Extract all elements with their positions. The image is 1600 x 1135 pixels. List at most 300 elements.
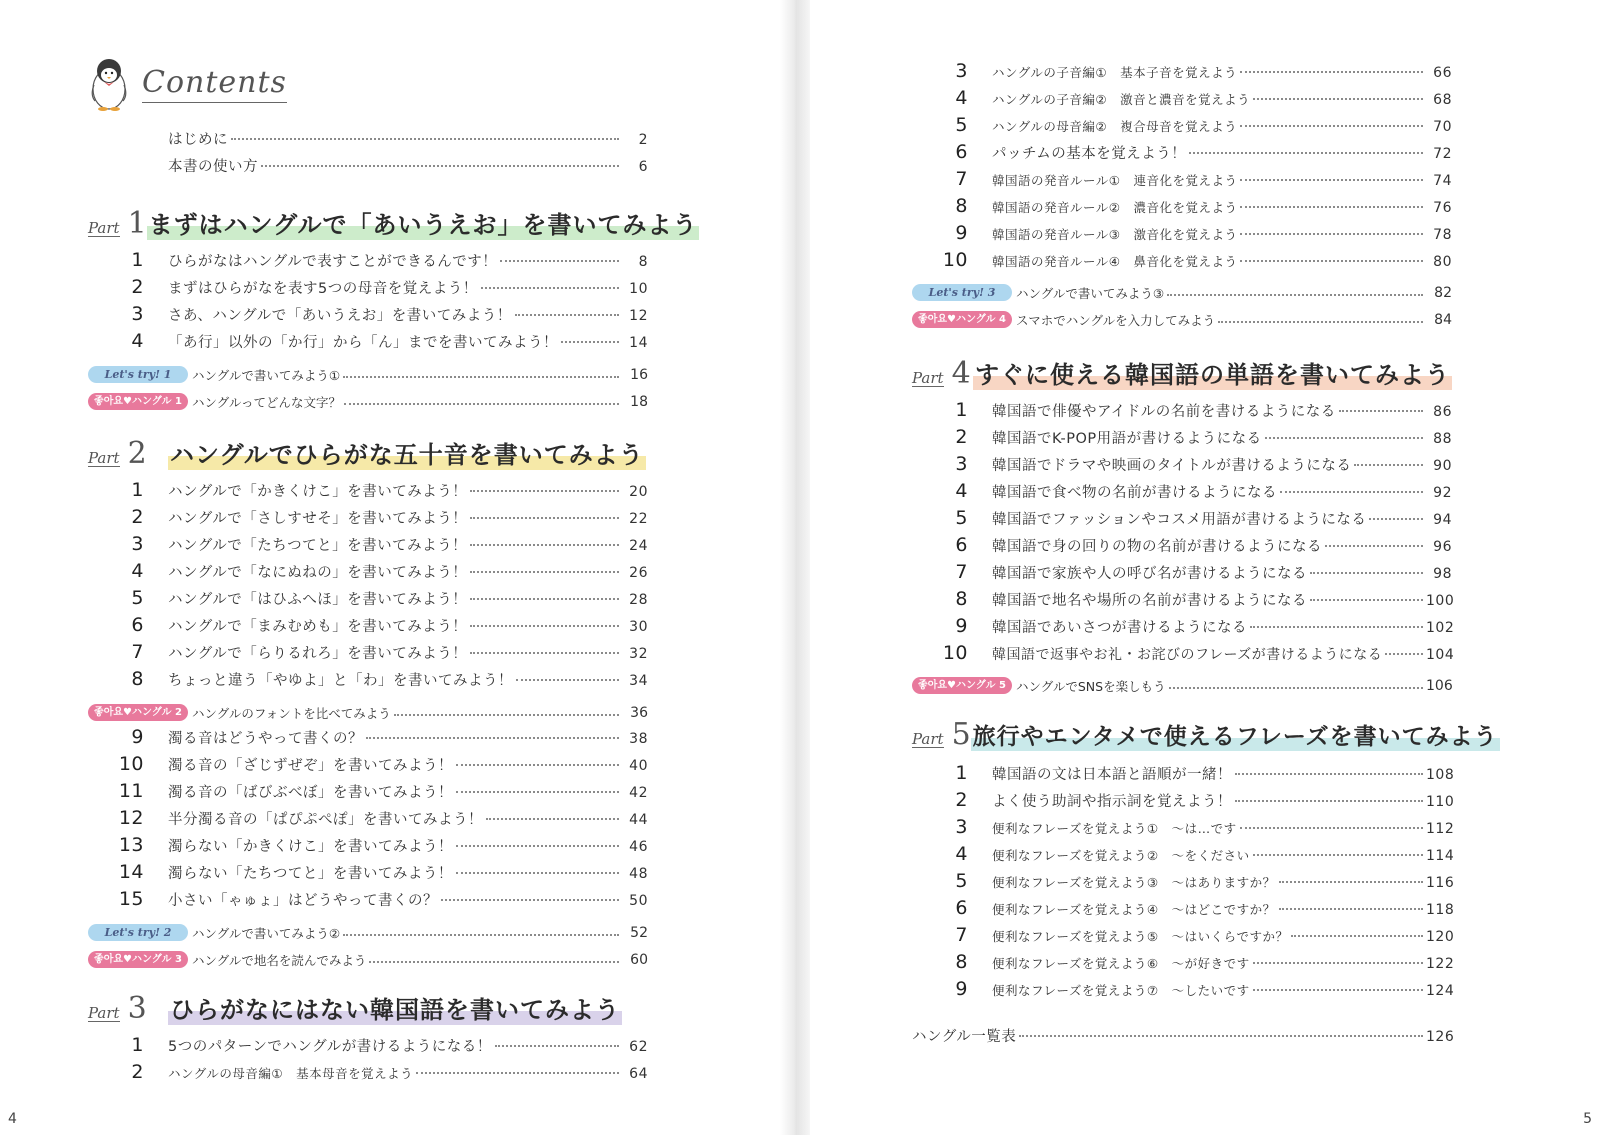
- toc-entry[interactable]: [88, 587, 648, 614]
- toc-entry[interactable]: [88, 249, 648, 276]
- entry-number: 9: [955, 978, 968, 1000]
- lets-try-badge: Let's try! 3: [912, 284, 1012, 301]
- entry-text: 便利なフレーズを覚えよう⑦ ～したいです: [992, 983, 1250, 998]
- entry-text: 韓国語であいさつが書けるようになる: [992, 620, 1247, 636]
- part-2-heading: [88, 435, 648, 479]
- entry-text: スマホでハングルを入力してみよう: [1016, 312, 1216, 328]
- leader-dots: [366, 737, 619, 739]
- penguin-icon: [88, 55, 130, 113]
- entry-number: 8: [131, 668, 144, 690]
- entry-page: 38: [629, 731, 648, 747]
- toc-extra-entry[interactable]: [88, 388, 648, 415]
- leader-dots: [516, 679, 619, 681]
- leader-dots: [1291, 935, 1423, 937]
- toc-entry[interactable]: [88, 128, 648, 155]
- toc-entry[interactable]: [88, 641, 648, 668]
- entry-page: 46: [629, 839, 648, 855]
- entry-page: 12: [629, 308, 648, 324]
- toc-entry[interactable]: [912, 1025, 1455, 1052]
- toc-entry[interactable]: [88, 753, 648, 780]
- toc-entry[interactable]: [88, 1061, 648, 1088]
- entry-page: 70: [1433, 119, 1452, 135]
- entry-text: ハングルの子音編① 基本子音を覚えよう: [992, 65, 1238, 80]
- toc-extra-entry[interactable]: [912, 672, 1452, 699]
- entry-text: ハングルでSNSを楽しもう: [1016, 678, 1166, 694]
- part-number: 1: [127, 206, 147, 241]
- leader-dots: [343, 376, 619, 378]
- toc-extra-entry[interactable]: [912, 279, 1452, 306]
- entry-text: 韓国語の発音ルール① 連音化を覚えよう: [992, 173, 1238, 188]
- entry-text: パッチムの基本を覚えよう！: [992, 146, 1187, 162]
- part-3-section: [88, 990, 648, 1088]
- entry-page: 60: [630, 951, 648, 968]
- entry-number: 7: [955, 924, 968, 946]
- toc-entry[interactable]: [88, 155, 648, 182]
- entry-page: 112: [1426, 821, 1455, 837]
- toc-entry[interactable]: [88, 276, 648, 303]
- entry-page: 20: [629, 484, 648, 500]
- entry-page: 120: [1426, 929, 1455, 945]
- entry-page: 10: [629, 281, 648, 297]
- leader-dots: [1235, 800, 1423, 802]
- part-label: Part: [88, 219, 120, 237]
- entry-page: 28: [629, 592, 648, 608]
- part-4-section: [912, 355, 1455, 699]
- entry-number: 4: [955, 87, 968, 109]
- entry-page: 90: [1433, 458, 1452, 474]
- part-label: Part: [88, 1004, 120, 1022]
- part-5-title: 旅行やエンタメで使えるフレーズを書いてみよう: [971, 718, 1500, 751]
- part-3-title: ひらがなにはない韓国語を書いてみよう: [168, 990, 622, 1025]
- part-4-title: すぐに使える韓国語の単語を書いてみよう: [973, 355, 1452, 390]
- toc-entry[interactable]: [88, 807, 648, 834]
- entry-text: 濁る音の「ざじずぜぞ」を書いてみよう！: [168, 758, 453, 774]
- entry-text: 韓国語でK-POP用語が書けるようになる: [992, 431, 1262, 447]
- leader-dots: [441, 899, 619, 901]
- leader-dots: [456, 791, 619, 793]
- entry-page: 68: [1433, 92, 1452, 108]
- toc-entry[interactable]: [88, 533, 648, 560]
- toc-entry[interactable]: [88, 560, 648, 587]
- entry-page: 26: [629, 565, 648, 581]
- entry-text: ハングルで書いてみよう③: [1016, 285, 1165, 301]
- leader-dots: [1253, 98, 1423, 100]
- entry-text: ハングルの子音編② 激音と濃音を覚えよう: [992, 92, 1251, 107]
- entry-page: 6: [638, 159, 648, 175]
- entry-page: 62: [629, 1039, 648, 1055]
- entry-text: 便利なフレーズを覚えよう③ ～はありますか？: [992, 875, 1276, 890]
- entry-page: 116: [1426, 875, 1455, 891]
- page-number-left: 4: [8, 1111, 17, 1127]
- leader-dots: [1325, 545, 1423, 547]
- leader-dots: [1369, 518, 1423, 520]
- leader-dots: [470, 652, 619, 654]
- entry-page: 48: [629, 866, 648, 882]
- entry-text: 韓国語でファッションやコスメ用語が書けるようになる: [992, 512, 1367, 528]
- toc-entry[interactable]: [912, 843, 1455, 870]
- leader-dots: [500, 260, 619, 262]
- entry-text: ハングルってどんな文字？: [192, 394, 342, 410]
- entry-number: 14: [118, 861, 144, 883]
- toc-entry[interactable]: [912, 642, 1455, 669]
- entry-text: 韓国語の発音ルール④ 鼻音化を覚えよう: [992, 254, 1238, 269]
- entry-page: 72: [1433, 146, 1452, 162]
- entry-page: 42: [629, 785, 648, 801]
- entry-number: 7: [955, 168, 968, 190]
- entry-number: 7: [955, 561, 968, 583]
- toc-entry[interactable]: [912, 762, 1455, 789]
- entry-page: 50: [629, 893, 648, 909]
- entry-text: 便利なフレーズを覚えよう② ～をください: [992, 848, 1250, 863]
- leader-dots: [1253, 989, 1423, 991]
- entry-text: 韓国語の発音ルール③ 激音化を覚えよう: [992, 227, 1238, 242]
- toc-entry[interactable]: [912, 870, 1455, 897]
- part-label: Part: [912, 369, 944, 387]
- column-badge: 좋아요♥ハングル 1: [88, 393, 188, 410]
- entry-number: 13: [118, 834, 144, 856]
- leader-dots: [1265, 437, 1423, 439]
- toc-entry[interactable]: [912, 426, 1452, 453]
- part-1-section: [88, 205, 698, 415]
- leader-dots: [344, 403, 619, 405]
- entry-text: 韓国語で家族や人の呼び名が書けるようになる: [992, 566, 1307, 582]
- entry-text: ハングルで地名を読んでみよう: [192, 952, 367, 968]
- toc-entry[interactable]: [88, 479, 648, 506]
- toc-entry[interactable]: [88, 330, 648, 357]
- part-number: 5: [951, 717, 971, 752]
- entry-number: 4: [131, 560, 144, 582]
- toc-entry[interactable]: [912, 507, 1452, 534]
- leader-dots: [470, 571, 619, 573]
- leader-dots: [1354, 464, 1423, 466]
- entry-page: 84: [1434, 311, 1452, 328]
- toc-entry[interactable]: [88, 888, 648, 915]
- entry-number: 5: [131, 587, 144, 609]
- entry-page: 32: [629, 646, 648, 662]
- entry-number: 10: [942, 642, 968, 664]
- entry-number: 9: [955, 615, 968, 637]
- leader-dots: [261, 165, 619, 167]
- toc-entry[interactable]: [88, 1034, 648, 1061]
- entry-page: 36: [630, 704, 648, 721]
- entry-number: 4: [955, 480, 968, 502]
- leader-dots: [369, 961, 619, 963]
- toc-entry[interactable]: [912, 399, 1452, 426]
- entry-page: 106: [1426, 677, 1453, 694]
- leader-dots: [486, 818, 619, 820]
- toc-entry[interactable]: [912, 924, 1455, 951]
- leader-dots: [231, 138, 619, 140]
- leader-dots: [1240, 179, 1423, 181]
- entry-text: まずはひらがなを表す5つの母音を覚えよう！: [168, 281, 478, 297]
- entry-page: 2: [638, 132, 648, 148]
- column-badge: 좋아요♥ハングル 3: [88, 951, 188, 968]
- toc-entry[interactable]: [912, 453, 1452, 480]
- leader-dots: [470, 544, 619, 546]
- part-label: Part: [88, 449, 120, 467]
- toc-entry[interactable]: [912, 480, 1452, 507]
- toc-entry[interactable]: [912, 588, 1455, 615]
- entry-number: 5: [955, 114, 968, 136]
- entry-number: 5: [955, 870, 968, 892]
- entry-text: ハングル一覧表: [912, 1029, 1017, 1045]
- entry-text: 濁らない「かきくけこ」を書いてみよう！: [168, 839, 453, 855]
- part-number: 2: [127, 436, 147, 471]
- entry-page: 100: [1426, 593, 1455, 609]
- entry-text: ハングルの母音編② 複合母音を覚えよう: [992, 119, 1238, 134]
- toc-extra-entry[interactable]: [88, 361, 648, 388]
- entry-text: 韓国語で食べ物の名前が書けるようになる: [992, 485, 1277, 501]
- entry-number: 3: [955, 816, 968, 838]
- part-5-heading: [912, 717, 1498, 762]
- leader-dots: [1240, 233, 1423, 235]
- entry-page: 52: [630, 924, 648, 941]
- leader-dots: [1240, 206, 1423, 208]
- entry-number: 8: [955, 951, 968, 973]
- entry-text: はじめに: [168, 132, 228, 148]
- entry-page: 40: [629, 758, 648, 774]
- leader-dots: [1240, 71, 1423, 73]
- entry-text: 韓国語で返事やお礼・お詫びのフレーズが書けるようになる: [992, 647, 1383, 663]
- leader-dots: [1279, 881, 1423, 883]
- leader-dots: [456, 764, 619, 766]
- toc-entry[interactable]: [88, 303, 648, 330]
- entry-number: 6: [955, 534, 968, 556]
- entry-number: 9: [131, 726, 144, 748]
- entry-number: 12: [118, 807, 144, 829]
- part-1-title: まずはハングルで「あいうえお」を書いてみよう: [147, 205, 700, 240]
- toc-entry[interactable]: [912, 534, 1452, 561]
- toc-entry[interactable]: [912, 60, 1452, 87]
- entry-page: 16: [630, 366, 648, 383]
- entry-text: 「あ行」以外の「か行」から「ん」までを書いてみよう！: [168, 335, 558, 351]
- entry-number: 7: [131, 641, 144, 663]
- toc-entry[interactable]: [912, 141, 1452, 168]
- leader-dots: [1253, 962, 1423, 964]
- entry-page: 66: [1433, 65, 1452, 81]
- toc-entry[interactable]: [912, 249, 1452, 276]
- entry-number: 3: [955, 453, 968, 475]
- part-3-heading: [88, 990, 648, 1034]
- toc-entry[interactable]: [88, 668, 648, 695]
- entry-text: ハングルで「たちつてと」を書いてみよう！: [168, 538, 468, 554]
- entry-text: ハングルで書いてみよう②: [192, 925, 341, 941]
- part-5-section: [912, 717, 1498, 1005]
- entry-text: 濁る音はどうやって書くの？: [168, 731, 363, 747]
- entry-page: 102: [1426, 620, 1455, 636]
- entry-page: 94: [1433, 512, 1452, 528]
- entry-page: 122: [1426, 956, 1455, 972]
- entry-text: 便利なフレーズを覚えよう⑥ ～が好きです: [992, 956, 1250, 971]
- leader-dots: [1280, 491, 1423, 493]
- toc-entry[interactable]: [912, 951, 1455, 978]
- entry-text: 韓国語でドラマや映画のタイトルが書けるようになる: [992, 458, 1352, 474]
- entry-number: 2: [131, 276, 144, 298]
- leader-dots: [1240, 125, 1423, 127]
- entry-number: 1: [955, 762, 968, 784]
- leader-dots: [1339, 410, 1423, 412]
- lets-try-badge: Let's try! 2: [88, 924, 188, 941]
- left-page: [0, 0, 790, 1135]
- entry-text: ハングルで「はひふへほ」を書いてみよう！: [168, 592, 468, 608]
- toc-entry[interactable]: [912, 222, 1452, 249]
- entry-page: 18: [630, 393, 648, 410]
- entry-text: 韓国語で身の回りの物の名前が書けるようになる: [992, 539, 1322, 555]
- entry-number: 5: [955, 507, 968, 529]
- leader-dots: [1240, 827, 1423, 829]
- entry-text: ハングルの母音編① 基本母音を覚えよう: [168, 1066, 414, 1081]
- entry-page: 114: [1426, 848, 1455, 864]
- leader-dots: [1218, 321, 1423, 323]
- entry-text: ハングルで「さしすせそ」を書いてみよう！: [168, 511, 468, 527]
- entry-number: 1: [131, 479, 144, 501]
- toc-extra-entry[interactable]: [88, 946, 648, 973]
- toc-entry[interactable]: [88, 834, 648, 861]
- toc-entry[interactable]: [912, 561, 1452, 588]
- entry-text: 韓国語の発音ルール② 濃音化を覚えよう: [992, 200, 1238, 215]
- leader-dots: [343, 934, 619, 936]
- entry-number: 3: [955, 60, 968, 82]
- entry-text: 本書の使い方: [168, 159, 258, 175]
- leader-dots: [1310, 599, 1423, 601]
- entry-text: ハングルで「らりるれろ」を書いてみよう！: [168, 646, 468, 662]
- entry-page: 76: [1433, 200, 1452, 216]
- entry-number: 10: [118, 753, 144, 775]
- entry-number: 11: [118, 780, 144, 802]
- entry-text: ハングルで「かきくけこ」を書いてみよう！: [168, 484, 468, 500]
- entry-text: 濁らない「たちつてと」を書いてみよう！: [168, 866, 453, 882]
- toc-entry[interactable]: [88, 780, 648, 807]
- leader-dots: [456, 872, 619, 874]
- page-number-right: 5: [1583, 1111, 1592, 1127]
- leader-dots: [1385, 653, 1423, 655]
- entry-text: ちょっと違う「やゆよ」と「わ」を書いてみよう！: [168, 673, 513, 689]
- leader-dots: [1167, 294, 1423, 296]
- toc-extra-entry[interactable]: [88, 699, 648, 726]
- part-2-section: [88, 435, 648, 973]
- entry-number: 1: [131, 1034, 144, 1056]
- entry-number: 8: [955, 195, 968, 217]
- entry-number: 3: [131, 303, 144, 325]
- entry-page: 118: [1426, 902, 1455, 918]
- entry-page: 78: [1433, 227, 1452, 243]
- leader-dots: [1169, 687, 1423, 689]
- entry-number: 8: [955, 588, 968, 610]
- toc-extra-entry[interactable]: [912, 306, 1452, 333]
- entry-number: 2: [131, 1061, 144, 1083]
- toc-entry[interactable]: [88, 861, 648, 888]
- leader-dots: [481, 287, 619, 289]
- entry-page: 24: [629, 538, 648, 554]
- leader-dots: [1310, 572, 1423, 574]
- column-badge: 좋아요♥ハングル 5: [912, 677, 1012, 694]
- toc-extra-entry[interactable]: [88, 919, 648, 946]
- entry-text: 半分濁る音の「ぱぴぷぺぽ」を書いてみよう！: [168, 812, 483, 828]
- entry-page: 110: [1426, 794, 1455, 810]
- entry-page: 64: [629, 1066, 648, 1082]
- entry-number: 9: [955, 222, 968, 244]
- entry-number: 2: [131, 506, 144, 528]
- toc-entry[interactable]: [88, 614, 648, 641]
- entry-page: 22: [629, 511, 648, 527]
- toc-entry[interactable]: [912, 789, 1455, 816]
- leader-dots: [1253, 854, 1423, 856]
- lets-try-badge: Let's try! 1: [88, 366, 188, 383]
- entry-text: さあ、ハングルで「あいうえお」を書いてみよう！: [168, 308, 512, 324]
- toc-entry[interactable]: [912, 978, 1455, 1005]
- contents-header: [88, 55, 287, 113]
- entry-page: 124: [1426, 983, 1455, 999]
- part-label: Part: [912, 730, 944, 748]
- entry-number: 2: [955, 789, 968, 811]
- toc-entry[interactable]: [912, 87, 1452, 114]
- leader-dots: [394, 714, 619, 716]
- entry-text: 5つのパターンでハングルが書けるようになる！: [168, 1039, 492, 1055]
- leader-dots: [416, 1072, 619, 1074]
- entry-text: 便利なフレーズを覚えよう① ～は…です: [992, 821, 1237, 836]
- entry-text: ハングルで「まみむめも」を書いてみよう！: [168, 619, 468, 635]
- entry-number: 2: [955, 426, 968, 448]
- entry-number: 6: [955, 897, 968, 919]
- entry-text: 韓国語で俳優やアイドルの名前を書けるようになる: [992, 404, 1336, 420]
- entry-number: 3: [131, 533, 144, 555]
- leader-dots: [1240, 260, 1423, 262]
- contents-title: Contents: [142, 65, 287, 103]
- part-1-heading: [88, 205, 698, 249]
- leader-dots: [1250, 626, 1423, 628]
- leader-dots: [470, 625, 619, 627]
- part-2-title: ハングルでひらがな五十音を書いてみよう: [168, 435, 646, 470]
- entry-page: 104: [1426, 647, 1455, 663]
- entry-text: ハングルで書いてみよう①: [192, 367, 341, 383]
- toc-entry[interactable]: [912, 816, 1455, 843]
- leader-dots: [1189, 152, 1423, 154]
- entry-number: 6: [131, 614, 144, 636]
- entry-page: 44: [629, 812, 648, 828]
- entry-text: 韓国語で地名や場所の名前が書けるようになる: [992, 593, 1307, 609]
- toc-entry[interactable]: [912, 114, 1452, 141]
- toc-entry[interactable]: [88, 726, 648, 753]
- leader-dots: [470, 517, 619, 519]
- entry-page: 8: [638, 254, 648, 270]
- toc-entry[interactable]: [88, 506, 648, 533]
- appendix-section: [912, 1025, 1455, 1052]
- leader-dots: [1019, 1035, 1423, 1037]
- part-number: 3: [127, 991, 147, 1026]
- entry-page: 80: [1433, 254, 1452, 270]
- part-number: 4: [951, 356, 971, 391]
- entry-page: 14: [629, 335, 648, 351]
- entry-text: ひらがなはハングルで表すことができるんです！: [168, 254, 498, 270]
- entry-text: 便利なフレーズを覚えよう④ ～はどこですか？: [992, 902, 1276, 917]
- leader-dots: [515, 314, 619, 316]
- toc-entry[interactable]: [912, 195, 1452, 222]
- toc-entry[interactable]: [912, 168, 1452, 195]
- entry-page: 96: [1433, 539, 1452, 555]
- entry-number: 4: [955, 843, 968, 865]
- entry-number: 15: [118, 888, 144, 910]
- toc-entry[interactable]: [912, 615, 1455, 642]
- toc-entry[interactable]: [912, 897, 1455, 924]
- entry-text: ハングルで「なにぬねの」を書いてみよう！: [168, 565, 468, 581]
- entry-text: 濁る音の「ばびぶべぼ」を書いてみよう！: [168, 785, 453, 801]
- entry-page: 30: [629, 619, 648, 635]
- entry-text: 便利なフレーズを覚えよう⑤ ～はいくらですか？: [992, 929, 1289, 944]
- entry-page: 86: [1433, 404, 1452, 420]
- entry-text: 小さい「ゃゅょ」はどうやって書くの？: [168, 893, 438, 909]
- leader-dots: [1235, 773, 1423, 775]
- entry-page: 98: [1433, 566, 1452, 582]
